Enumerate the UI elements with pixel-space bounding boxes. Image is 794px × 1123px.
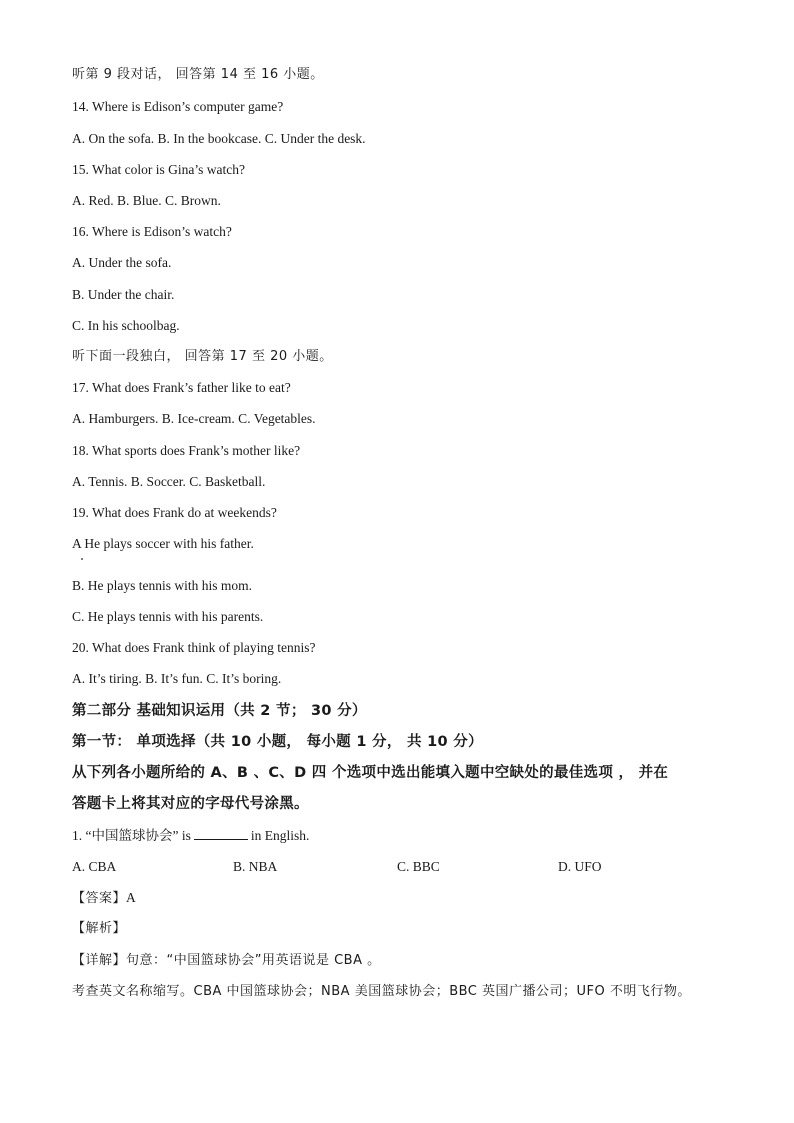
question-1 — [72, 827, 309, 845]
instruction-line-1: 从下列各小题所给的 A、B 、C、D 四 个选项中选出能填入题中空缺处的最佳选项 ， 并在 — [72, 765, 669, 781]
question-1-prefix: 1. “中国篮球协会” is — [72, 828, 191, 843]
question-14: 14. Where is Edison’s computer game? — [72, 99, 284, 114]
question-18: 18. What sports does Frank’s mother like? — [72, 443, 301, 458]
section-1-heading: 第一节： 单项选择（共 10 小题， 每小题 1 分， 共 10 分） — [72, 734, 483, 750]
analysis-label: 【解析】 — [72, 921, 127, 936]
question-16-option-b: B. Under the chair. — [72, 287, 175, 302]
question-20-options: A. It’s tiring. B. It’s fun. C. It’s boring. — [72, 671, 282, 686]
instruction-monologue: 听下面一段独白， 回答第 17 至 20 小题。 — [72, 349, 333, 364]
question-19-option-b: B. He plays tennis with his mom. — [72, 578, 252, 593]
question-18-options: A. Tennis. B. Soccer. C. Basketball. — [72, 474, 266, 489]
question-1-option-c: C. BBC — [397, 859, 440, 874]
answer-line — [72, 889, 136, 908]
question-15-options: A. Red. B. Blue. C. Brown. — [72, 193, 221, 208]
question-16-option-a: A. Under the sofa. — [72, 255, 172, 270]
question-19-option-c: C. He plays tennis with his parents. — [72, 609, 264, 624]
question-1-suffix: in English. — [250, 828, 310, 843]
part-2-heading: 第二部分 基础知识运用（共 2 节； 30 分） — [72, 703, 367, 719]
question-19-option-a: A He plays soccer with his father. — [72, 536, 254, 551]
question-17: 17. What does Frank’s father like to eat? — [72, 380, 291, 395]
instruction-line-2: 答题卡上将其对应的字母代号涂黑。 — [72, 796, 309, 812]
explanation-line: 考查英文名称缩写。CBA 中国篮球协会；NBA 美国篮球协会；BBC 英国广播公司；UFO 不明飞行物。 — [72, 984, 691, 999]
question-1-option-b: B. NBA — [233, 859, 278, 874]
stray-dot — [81, 558, 83, 560]
question-20: 20. What does Frank think of playing tennis? — [72, 640, 316, 655]
instruction-dialogue-9: 听第 9 段对话， 回答第 14 至 16 小题。 — [72, 67, 324, 82]
question-1-option-d: D. UFO — [558, 859, 602, 874]
question-1-option-a: A. CBA — [72, 859, 117, 874]
question-16-option-c: C. In his schoolbag. — [72, 318, 180, 333]
answer-value: A — [126, 890, 136, 905]
answer-label: 【答案】 — [72, 891, 127, 906]
question-17-options: A. Hamburgers. B. Ice-cream. C. Vegetables. — [72, 411, 316, 426]
question-16: 16. Where is Edison’s watch? — [72, 224, 232, 239]
question-14-options: A. On the sofa. B. In the bookcase. C. Under the desk. — [72, 131, 366, 146]
question-15: 15. What color is Gina’s watch? — [72, 162, 245, 177]
answer-blank — [194, 827, 248, 840]
question-19: 19. What does Frank do at weekends? — [72, 505, 277, 520]
detail-line: 【详解】句意：“中国篮球协会”用英语说是 CBA 。 — [72, 953, 381, 968]
